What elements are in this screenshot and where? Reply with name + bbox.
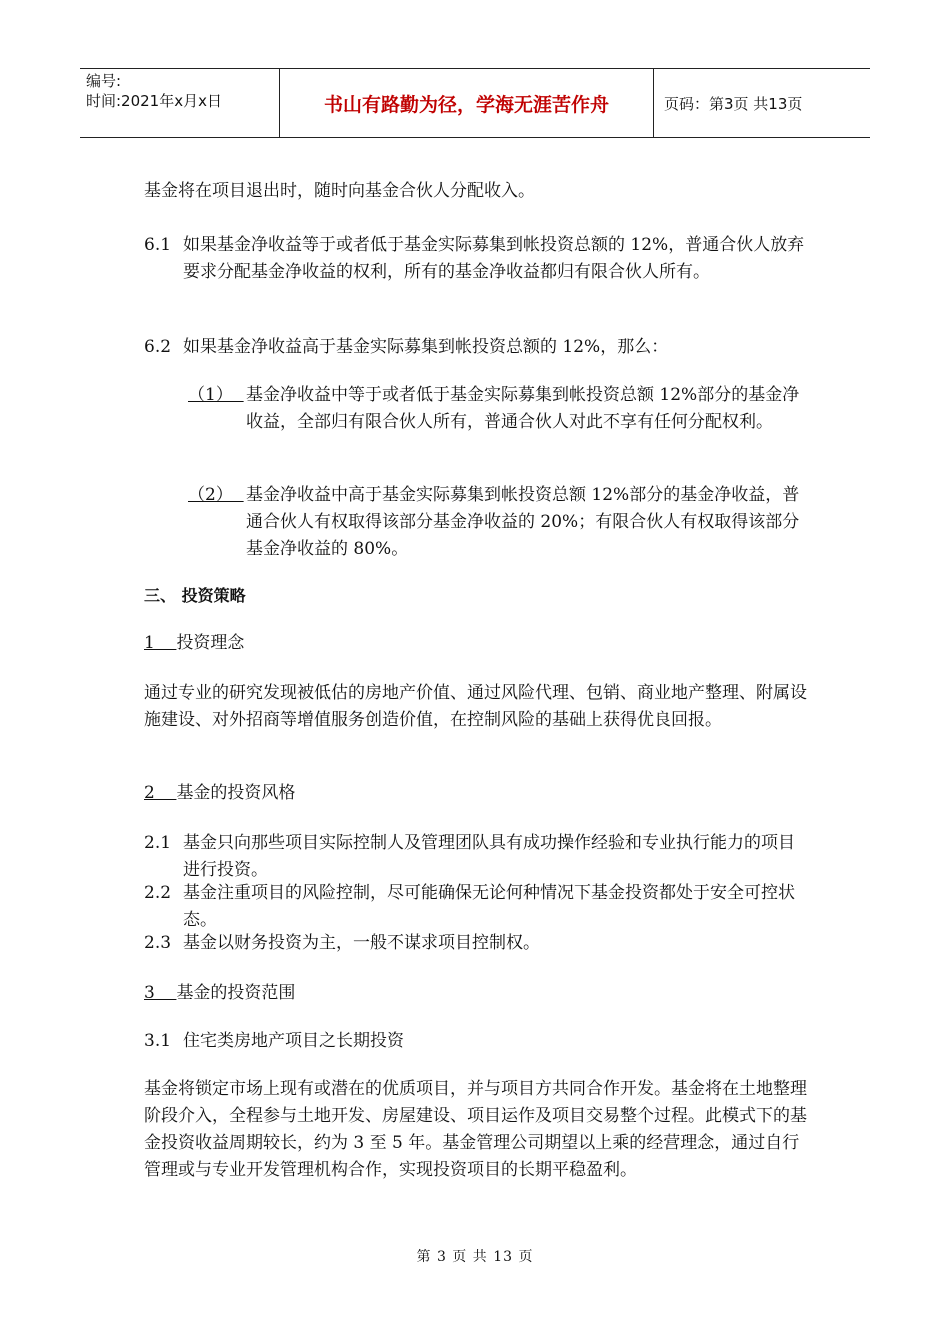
clause-number: 2.1 (144, 833, 172, 853)
clause-2-3 (144, 930, 808, 957)
section-heading: 三、 投资策略 (144, 586, 246, 605)
subsection-1-paragraph: 通过专业的研究发现被低估的房地产价值、通过风险代理、包销、商业地产整理、附属设施建设、对外招商等增值服务创造价值，在控制风险的基础上获得优良回报。 (144, 683, 807, 730)
clause-text: 如果基金净收益高于基金实际募集到帐投资总额的 12%，那么： (183, 337, 669, 357)
intro-paragraph: 基金将在项目退出时，随时向基金合伙人分配收入。 (144, 181, 535, 201)
clause-text: 基金注重项目的风险控制，尽可能确保无论何种情况下基金投资都处于安全可控状态。 (183, 883, 795, 930)
sub-clause-1 (188, 382, 808, 436)
clause-2-2 (144, 880, 808, 934)
page-footer: 第 3 页 共 13 页 (416, 1249, 534, 1265)
subsection-number: 2 (144, 783, 177, 803)
subsection-number: 1 (144, 633, 177, 653)
header-page-info: 页码：第3页 共13页 (664, 94, 803, 113)
clause-6-2 (144, 334, 808, 361)
sub-clause-number: （1） (188, 385, 244, 405)
subsection-3-paragraph: 基金将锁定市场上现有或潜在的优质项目，并与项目方共同合作开发。基金将在土地整理阶段介入，全程参与土地开发、房屋建设、项目运作及项目交易整个过程。此模式下的基金投资收益周期较长，约为 3 至 5 年。基金管理公司期望以上乘的经营理念，通过自行管理或与专业开发管理机构合作，实现投资项目的长期平稳盈利。 (144, 1079, 807, 1180)
clause-text: 如果基金净收益等于或者低于基金实际募集到帐投资总额的 12%，普通合伙人放弃要求分配基金净收益的权利，所有的基金净收益都归有限合伙人所有。 (183, 235, 805, 282)
sub-clause-text: 基金净收益中高于基金实际募集到帐投资总额 12%部分的基金净收益，普通合伙人有权取得该部分基金净收益的 20%；有限合伙人有权取得该部分基金净收益的 80%。 (246, 485, 800, 559)
clause-2-1 (144, 830, 808, 884)
clause-number: 6.2 (144, 337, 172, 357)
clause-6-1 (144, 232, 808, 286)
doc-number-label: 编号: (86, 72, 122, 90)
document-header (80, 68, 870, 138)
header-meta (80, 69, 280, 137)
sub-clause-number: （2） (188, 485, 244, 505)
subsection-1-title (144, 630, 808, 657)
subsection-3-title (144, 980, 808, 1007)
clause-3-1 (144, 1028, 808, 1055)
subsection-2-title (144, 780, 808, 807)
clause-text: 住宅类房地产项目之长期投资 (183, 1031, 404, 1051)
clause-number: 2.2 (144, 883, 172, 903)
subsection-title: 投资理念 (176, 633, 245, 653)
subsection-title: 基金的投资风格 (176, 783, 296, 803)
subsection-number: 3 (144, 983, 177, 1003)
subsection-title: 基金的投资范围 (176, 983, 296, 1003)
clause-number: 2.3 (144, 933, 172, 953)
sub-clause-text: 基金净收益中等于或者低于基金实际募集到帐投资总额 12%部分的基金净收益，全部归有限合伙人所有，普通合伙人对此不享有任何分配权利。 (246, 385, 800, 432)
clause-number: 6.1 (144, 235, 172, 255)
clause-text: 基金以财务投资为主，一般不谋求项目控制权。 (183, 933, 540, 953)
clause-number: 3.1 (144, 1031, 172, 1051)
doc-date: 时间:2021年x月x日 (86, 92, 222, 110)
sub-clause-2 (188, 482, 808, 563)
clause-text: 基金只向那些项目实际控制人及管理团队具有成功操作经验和专业执行能力的项目进行投资。 (183, 833, 795, 880)
header-motto: 书山有路勤为径，学海无涯苦作舟 (280, 69, 654, 137)
